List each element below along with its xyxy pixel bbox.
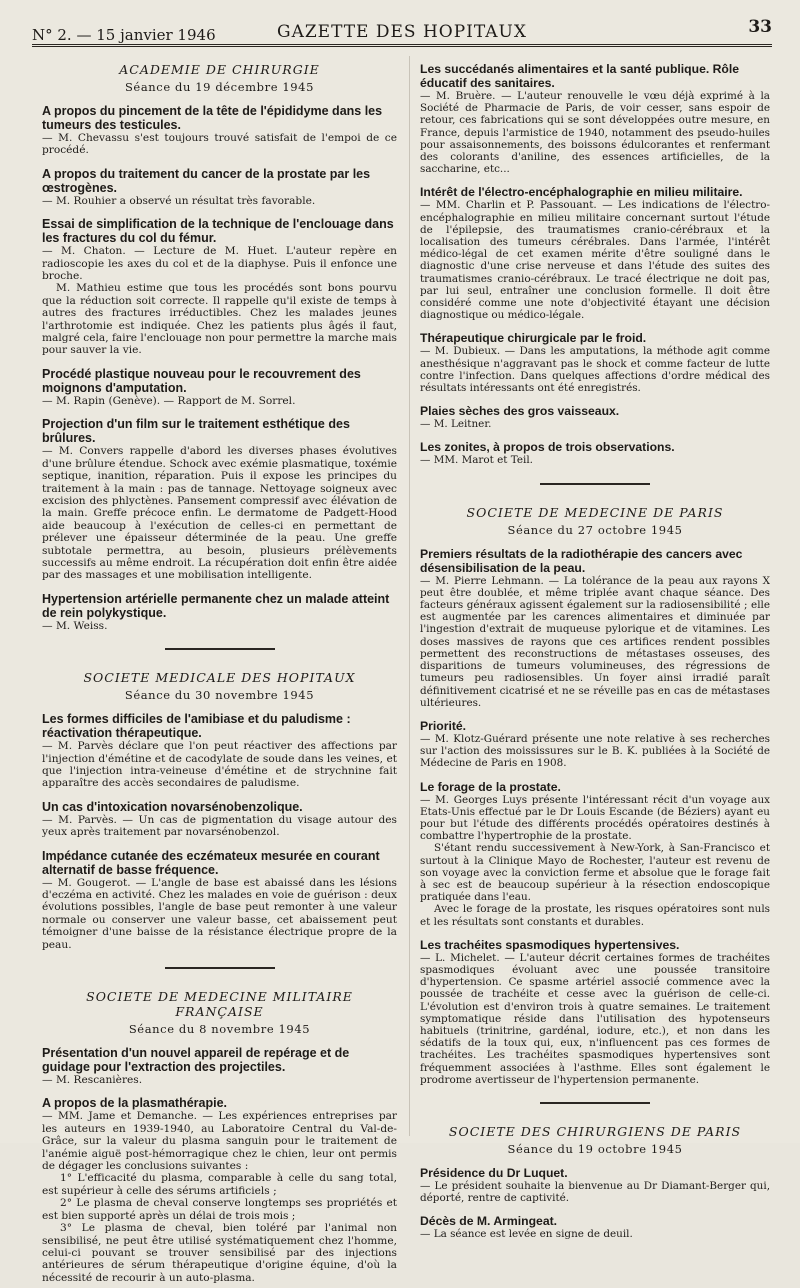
page-header xyxy=(32,10,772,47)
report-body: — M. Chevassu s'est toujours trouvé satisfait de l'empoi de ce procédé. xyxy=(42,132,397,157)
report-entry xyxy=(420,404,770,430)
report-body: — MM. Jame et Demanche. — Les expériences entreprises par les auteurs en 1939-1940, au Laboratoire Central du Val-de-Grâce, sur la valeur du plasma sanguin pour le traitement de l'anémie aiguë post-hémorragique chez le chien, leur ont permis de dégager les conclusions suivantes : xyxy=(42,1110,397,1173)
report-entry xyxy=(42,712,397,790)
report-entry xyxy=(42,849,397,951)
report-entry xyxy=(420,1214,770,1240)
society-title: SOCIETE DE MEDECINE MILITAIRE FRANÇAISE xyxy=(86,989,353,1020)
report-entry xyxy=(42,104,397,157)
section-divider xyxy=(165,648,275,650)
report-body: — M. Dubieux. — Dans les amputations, la méthode agit comme anesthésique n'aggravant pas le shock et comme facteur de lutte contre l'infection. Dans quelques affections d'ordre médical des résultats intéressants ont été enregistrés. xyxy=(420,345,770,395)
numbered-conclusion: 3° Le plasma de cheval, bien toléré par l'animal non sensibilisé, ne peut être utilisé systématiquement chez l'homme, celui-ci pouvant se trouver sensibilisé par des injections antérieures de sérum thérapeutique d'origine équine, d'où la nécessité de recourir à un auto-plasma. xyxy=(42,1222,397,1284)
section-divider xyxy=(540,483,650,485)
report-entry xyxy=(42,367,397,407)
report-title: Plaies sèches des gros vaisseaux. xyxy=(420,404,620,419)
report-entry xyxy=(420,331,770,394)
report-title: A propos du traitement du cancer de la prostate par les œstrogènes. xyxy=(42,166,371,195)
report-entry xyxy=(420,185,770,321)
report-title: Procédé plastique nouveau pour le recouvrement des moignons d'amputation. xyxy=(42,366,361,395)
report-title: Un cas d'intoxication novarsénobenzolique. xyxy=(42,799,303,814)
report-title: Le forage de la prostate. xyxy=(420,779,561,794)
report-title: A propos du pincement de la tête de l'épididyme dans les tumeurs des testicules. xyxy=(42,104,383,132)
report-body: — M. Bruère. — L'auteur renouvelle le vœu déjà exprimé à la Société de Pharmacie de Paris, de voir cesser, sans espoir de retour, ces fabrications qui se sont développées outre mesure, en France, depuis l'armistice de 1940, notamment des pseudo-huiles pour assaisonnements, des boissons édulcorantes et renfermant des colorants d'aniline, des essences artificielles, de la saccharine, etc... xyxy=(420,90,770,176)
report-body: — MM. Marot et Teil. xyxy=(420,454,533,467)
report-body: — L. Michelet. — L'auteur décrit certaines formes de trachéites spasmodiques évoluant avec une poussée transitoire d'hypertension. Ce spasme artériel associé commence avec la poussée de trachéite et cesse avec la guérison de celle-ci. L'évolution est d'environ trois à quatre semaines. Le traitement symptomatique réside dans l'utilisation des hypotenseurs habituels (trinitrine, gardénal, iodure, etc.), et non dans les sédatifs de la toux qui, eux, n'influencent pas ces formes de trachéites. Les trachéites spasmodiques hypertensives sont fréquemment associées à l'asthme. Elles sont également le prodrome avertisseur de l'hypertension permanente. xyxy=(420,951,770,1086)
society-title: SOCIETE MEDICALE DES HOPITAUX xyxy=(83,670,356,686)
section-divider xyxy=(165,967,275,969)
report-title: Présentation d'un nouvel appareil de repérage et de guidage pour l'extraction des projectiles. xyxy=(42,1046,350,1075)
report-entry xyxy=(42,417,397,581)
report-title: Premiers résultats de la radiothérapie des cancers avec désensibilisation de la peau. xyxy=(420,546,743,575)
report-title: Projection d'un film sur le traitement esthétique des brûlures. xyxy=(42,417,350,446)
report-entry xyxy=(42,592,397,632)
report-title: Les formes difficiles de l'amibiase et du paludisme : réactivation thérapeutique. xyxy=(42,712,351,741)
report-entry xyxy=(420,719,770,770)
report-entry xyxy=(42,1046,397,1086)
session-date: Séance du 19 octobre 1945 xyxy=(507,1141,683,1156)
session-date: Séance du 19 décembre 1945 xyxy=(124,80,315,94)
report-body: — MM. Charlin et P. Passouant. — Les indications de l'électro-encéphalographie en milieu militaire concernant surtout l'étude de l'épilepsie, des traumatismes cranio-cérébraux et la localisation des tumeurs cérébrales. Dans l'armée, l'intérêt médico-légal de cet examen mérite d'être souligné dans le diagnostic d'une crise nerveuse et dans l'étude des suites des traumatismes cranio-cérébraux. Le tracé électrique ne doit pas, par lui seul, entraîner une conclusion formelle. Il doit être considéré comme une note d'objectivité étayant une décision diagnostique ou médico-légale. xyxy=(420,199,770,322)
report-title: Impédance cutanée des eczémateux mesurée en courant alternatif de basse fréquence. xyxy=(42,848,380,877)
report-body: M. Mathieu estime que tous les procédés sont bons pourvu que la réduction soit correcte. Il rappelle qu'il existe de temps à autres des fractures irréductibles. Chez les malades jeunes l'arthrotomie est indiquée. Chez les patients plus âgés il faut, malgré cela, faire l'enclouage non pour permettre la marche mais pour sauver la vie. xyxy=(42,282,397,357)
report-body: S'étant rendu successivement à New-York, à San-Francisco et surtout à la Clinique Mayo de Rochester, l'auteur est revenu de son voyage avec la conviction ferme et absolue que le forage fait à sec est de beaucoup supérieur à la résection endoscopique pratiquée dans l'eau. xyxy=(420,842,770,904)
society-title: ACADEMIE DE CHIRURGIE xyxy=(119,62,320,77)
report-title: Thérapeutique chirurgicale par le froid. xyxy=(420,331,647,346)
society-title: SOCIETE DE MEDECINE DE PARIS xyxy=(466,504,724,520)
issue-date: N° 2. — 15 janvier 1946 xyxy=(32,26,216,44)
report-title: Essai de simplification de la technique de l'enclouage dans les fractures du col du fémur. xyxy=(42,217,394,246)
report-title: Intérêt de l'électro-encéphalographie en milieu militaire. xyxy=(420,185,743,200)
report-body: — La séance est levée en signe de deuil. xyxy=(420,1228,633,1241)
report-body: — M. Rouhier a observé un résultat très favorable. xyxy=(42,194,316,207)
numbered-conclusion: 2° Le plasma de cheval conserve longtemps ses propriétés et est bien supporté après un délai de trois mois ; xyxy=(42,1197,397,1222)
right-column xyxy=(420,52,770,1245)
report-body: — M. Rescanières. xyxy=(42,1074,143,1087)
report-title: Les succédanés alimentaires et la santé publique. Rôle éducatif des sanitaires. xyxy=(420,62,740,90)
report-entry xyxy=(420,547,770,709)
report-entry xyxy=(42,217,397,357)
society-title: SOCIETE DES CHIRURGIENS DE PARIS xyxy=(448,1123,742,1139)
numbered-conclusion: 1° L'efficacité du plasma, comparable à celle du sang total, est supérieur à celle des sérums artificiels ; xyxy=(42,1172,397,1197)
report-title: A propos de la plasmathérapie. xyxy=(42,1096,228,1111)
section-divider xyxy=(540,1102,650,1104)
page-number: 33 xyxy=(748,17,772,37)
report-body: — M. Pierre Lehmann. — La tolérance de la peau aux rayons X peut être doublée, et même triplée avant chaque séance. Des facteurs généraux agissent également sur la radiosensibilité ; elle est augmentée par les carences alimentaires et diminuée par l'ingestion d'extrait de muqueuse pylorique et de vitamines. Les doses massives de rayons que ces artifices rendent possibles permettent des reconstructions de métastases osseuses, des disparitions de tumeurs volumineuses, des régressions de tumeurs peu radiosensibles. Un foyer ainsi irradié paraît définitivement cicatrisé et ne se réveille pas en cas de métastases ultérieures. xyxy=(420,574,770,709)
report-title: Décès de M. Armingeat. xyxy=(420,1214,558,1229)
report-entry xyxy=(420,62,770,175)
report-body: — Le président souhaite la bienvenue au Dr Diamant-Berger qui, déporté, rentre de captivité. xyxy=(420,1179,770,1205)
report-title: Hypertension artérielle permanente chez un malade atteint de rein polykystique. xyxy=(42,591,390,620)
report-entry xyxy=(420,938,770,1086)
report-entry xyxy=(42,800,397,839)
report-body: — M. Parvès. — Un cas de pigmentation du visage autour des yeux après traitement par novarsénobenzol. xyxy=(42,813,397,839)
report-entry xyxy=(420,780,770,928)
report-title: Présidence du Dr Luquet. xyxy=(420,1165,568,1180)
report-body: — M. Chaton. — Lecture de M. Huet. L'auteur repère en radioscopie les axes du col et de la diaphyse. Puis il enfonce une broche. xyxy=(42,245,397,283)
report-title: Les trachéites spasmodiques hypertensives. xyxy=(420,937,680,952)
report-title: Les zonites, à propos de trois observations. xyxy=(420,440,675,455)
column-divider xyxy=(409,56,410,1136)
report-body: — M. Leitner. xyxy=(420,418,492,431)
report-entry xyxy=(420,1166,770,1204)
report-body: — M. Convers rappelle d'abord les diverses phases évolutives d'une brûlure étendue. Schock avec exémie plasmatique, toxémie septique, inanition, réparation. Puis il expose les principes du traitement à la main : pas de tannage. Nettoyage soigneux avec excision des phlyctènes. Pansement compressif avec élévation de la main. Greffe précoce enfin. Le dermatome de Padgett-Hood aide beaucoup à l'exécution de celles-ci en permettant de prélever une épaisseur déterminée de la peau. Une greffe subtotale permettra, au besoin, plusieurs prélèvements successifs au même endroit. La récupération doit enfin être aidée par des massages et une mobilisation intelligente. xyxy=(42,445,397,582)
report-body: — M. Parvès déclare que l'on peut réactiver des affections par l'injection d'émétine et de cacodylate de soude dans les veines, et que l'injection intra-veineuse d'émétine et de strychnine fait apparaître des accès secondaires de paludisme. xyxy=(42,740,397,790)
report-entry xyxy=(420,440,770,466)
report-title: Priorité. xyxy=(420,718,467,733)
left-column xyxy=(42,52,397,1288)
session-date: Séance du 8 novembre 1945 xyxy=(128,1022,311,1037)
report-body: — M. Rapin (Genève). — Rapport de M. Sorrel. xyxy=(42,394,296,407)
report-body: Avec le forage de la prostate, les risques opératoires sont nuls et les résultats sont constants et durables. xyxy=(420,903,770,928)
session-date: Séance du 27 octobre 1945 xyxy=(507,522,683,537)
journal-title: GAZETTE DES HOPITAUX xyxy=(276,22,527,42)
report-body: — M. Klotz-Guérard présente une note relative à ses recherches sur l'action des moississures sur le B. K. publiées à la Société de Médecine de Paris en 1908. xyxy=(420,732,770,770)
report-body: — M. Weiss. xyxy=(42,619,108,632)
report-body: — M. Georges Luys présente l'intéressant récit d'un voyage aux Etats-Unis effectué par le Dr Louis Escande (de Béziers) ayant eu pour but l'étude des différents procédés opératoires destinés à combattre l'hypertrophie de la prostate. xyxy=(420,793,770,843)
report-entry xyxy=(42,167,397,207)
report-body: — M. Gougerot. — L'angle de base est abaissé dans les lésions d'eczéma en activité. Chez les malades en voie de guérison : deux évolutions possibles, l'angle de base peut remonter à une valeur normale ou conserver une valeur basse, cet abaissement peut témoigner d'une baisse de la résistance électrique propre de la peau. xyxy=(42,876,397,951)
session-date: Séance du 30 novembre 1945 xyxy=(124,688,315,703)
report-entry xyxy=(42,1096,397,1284)
